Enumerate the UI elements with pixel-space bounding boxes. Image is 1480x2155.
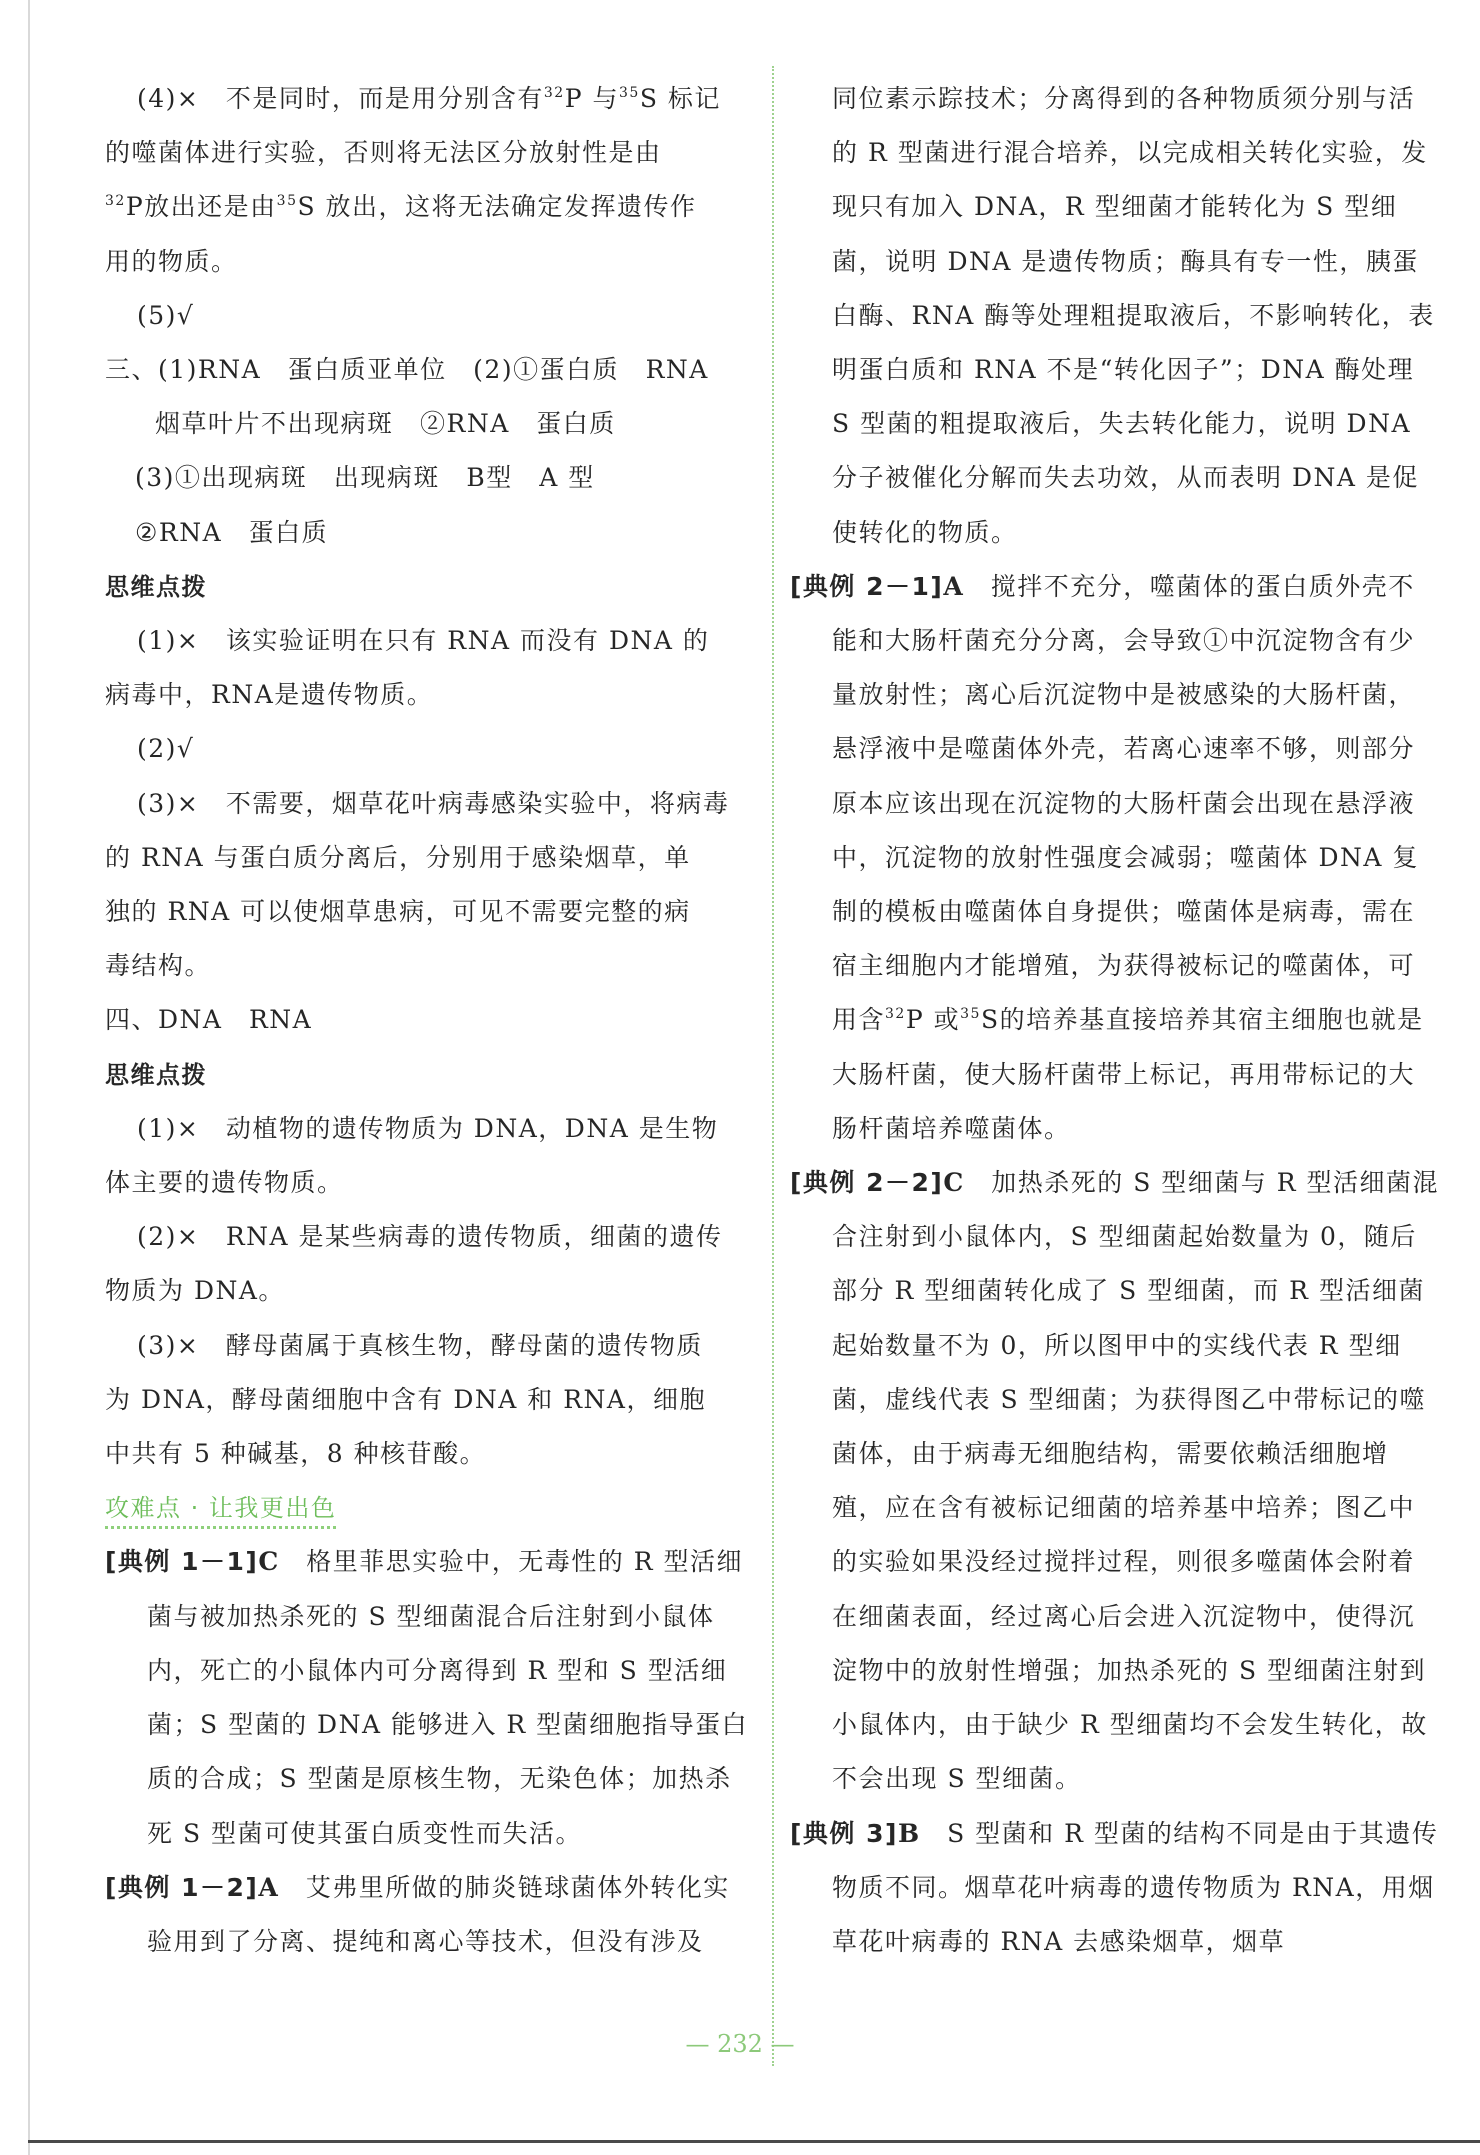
example-2-2: [典例 2－2]C 加热杀死的 S 型细菌与 R 型活细菌混合注射到小鼠体内，S 型细菌起始数量为 0，随后部分 R 型细菌转化成了 S 型细菌，而 R 型活细菌起始数量不为 0，所以图甲中的实线代表 R 型细菌，虚线代表 S 型细菌；为获得图乙中带标记的噬菌体，由于病毒无细胞结构，需要依赖活细胞增殖，应在含有被标记细菌的培养基中培养；图乙中的实验如果没经过搅拌过程，则很多噬菌体会附着在细菌表面，经过离心后会进入沉淀物中，使得沉淀物中的放射性增强；加热杀死的 S 型细菌注射到小鼠体内，由于缺少 R 型细菌均不会发生转化，故不会出现 S 型细菌。 [790,1168,1440,1794]
text-line: 独的 RNA 可以使烟草患病，可见不需要完整的病 [105,897,691,927]
thinking-tips-heading: 思维点拨 [105,572,207,601]
answer-section-4: 四、DNA RNA [105,1005,313,1035]
text-line: 病毒中，RNA是遗传物质。 [105,680,434,710]
text-line: ②RNA 蛋白质 [135,517,329,547]
section-title: 攻难点 · 让我更出色 [105,1481,336,1535]
text-line: (3)①出现病斑 出现病斑 B型 A 型 [135,463,595,493]
text-line: 中共有 5 种碱基，8 种核苷酸。 [105,1439,487,1469]
text-line: 毒结构。 [105,951,212,981]
text-line: 的噬菌体进行实验，否则将无法区分放射性是由 [105,138,662,168]
bottom-rule [28,2140,1480,2143]
text-line: (3)× 不需要，烟草花叶病毒感染实验中，将病毒 [137,788,730,818]
section-title-row [105,1481,755,1535]
example-3: [典例 3]B S 型菌和 R 型菌的结构不同是由于其遗传物质不同。烟草花叶病毒的遗传物质为 RNA，用烟草花叶病毒的 RNA 去感染烟草，烟草 [790,1818,1439,1956]
answer-section-3: 三、(1)RNA 蛋白质亚单位 (2)①蛋白质 RNA [105,355,709,385]
answer-5: (5)√ [137,300,195,330]
answer-4: (4)× 不是同时，而是用分别含有$^{32}$P 与$^{35}$S 标记 [137,84,721,113]
text-line: 体主要的遗传物质。 [105,1168,344,1198]
text-line: 的 RNA 与蛋白质分离后，分别用于感染烟草，单 [105,842,691,872]
example-1-2-continued: 同位素示踪技术；分离得到的各种物质须分别与活的 R 型菌进行混合培养，以完成相关转化实验，发现只有加入 DNA，R 型细菌才能转化为 S 型细菌，说明 DNA 是遗传物质；酶具有专一性，胰蛋白酶、RNA 酶等处理粗提取液后，不影响转化，表明蛋白质和 RNA 不是“转化因子”；DNA 酶处理 S 型菌的粗提取液后，失去转化能力，说明 DNA 分子被催化分解而失去功效，从而表明 DNA 是促使转化的物质。 [832,84,1435,547]
right-column [790,72,1440,1969]
text-line: 物质为 DNA。 [105,1276,285,1306]
text-line: (1)× 动植物的遗传物质为 DNA，DNA 是生物 [137,1113,719,1143]
thinking-tips-heading: 思维点拨 [105,1060,207,1089]
text-line: (2)√ [137,734,195,764]
text-line: 用的物质。 [105,246,238,276]
left-column [105,72,755,1969]
text-line: (1)× 该实验证明在只有 RNA 而没有 DNA 的 [137,626,710,656]
left-margin-rule [28,0,30,2155]
example-2-1: [典例 2－1]A 搅拌不充分，噬菌体的蛋白质外壳不能和大肠杆菌充分分离，会导致①中沉淀物含有少量放射性；离心后沉淀物中是被感染的大肠杆菌，悬浮液中是噬菌体外壳，若离心速率不够，则部分原本应该出现在沉淀物的大肠杆菌会出现在悬浮液中，沉淀物的放射性强度会减弱；噬菌体 DNA 复制的模板由噬菌体自身提供；噬菌体是病毒，需在宿主细胞内才能增殖，为获得被标记的噬菌体，可用含$^{32}$P 或$^{35}$S的培养基直接培养其宿主细胞也就是大肠杆菌，使大肠杆菌带上标记，再用带标记的大肠杆菌培养噬菌体。 [790,571,1424,1143]
text-line: 为 DNA，酵母菌细胞中含有 DNA 和 RNA，细胞 [105,1384,706,1414]
text-line: $^{32}$P放出还是由$^{35}$S 放出，这将无法确定发挥遗传作 [105,192,697,222]
text-line: (3)× 酵母菌属于真核生物，酵母菌的遗传物质 [137,1330,703,1360]
column-divider [772,66,774,2066]
page-number: — 232 — [685,2030,795,2058]
example-1-2: [典例 1－2]A 艾弗里所做的肺炎链球菌体外转化实验用到了分离、提纯和离心等技术，但没有涉及 [105,1872,730,1956]
text-line: (2)× RNA 是某些病毒的遗传物质，细菌的遗传 [137,1222,723,1252]
text-line: 烟草叶片不出现病斑 ②RNA 蛋白质 [155,409,616,439]
example-1-1: [典例 1－1]C 格里菲思实验中，无毒性的 R 型活细菌与被加热杀死的 S 型细菌混合后注射到小鼠体内，死亡的小鼠体内可分离得到 R 型和 S 型活细菌；S 型菌的 DNA 能够进入 R 型菌细胞指导蛋白质的合成；S 型菌是原核生物，无染色体；加热杀死 S 型菌可使其蛋白质变性而失活。 [105,1547,749,1848]
